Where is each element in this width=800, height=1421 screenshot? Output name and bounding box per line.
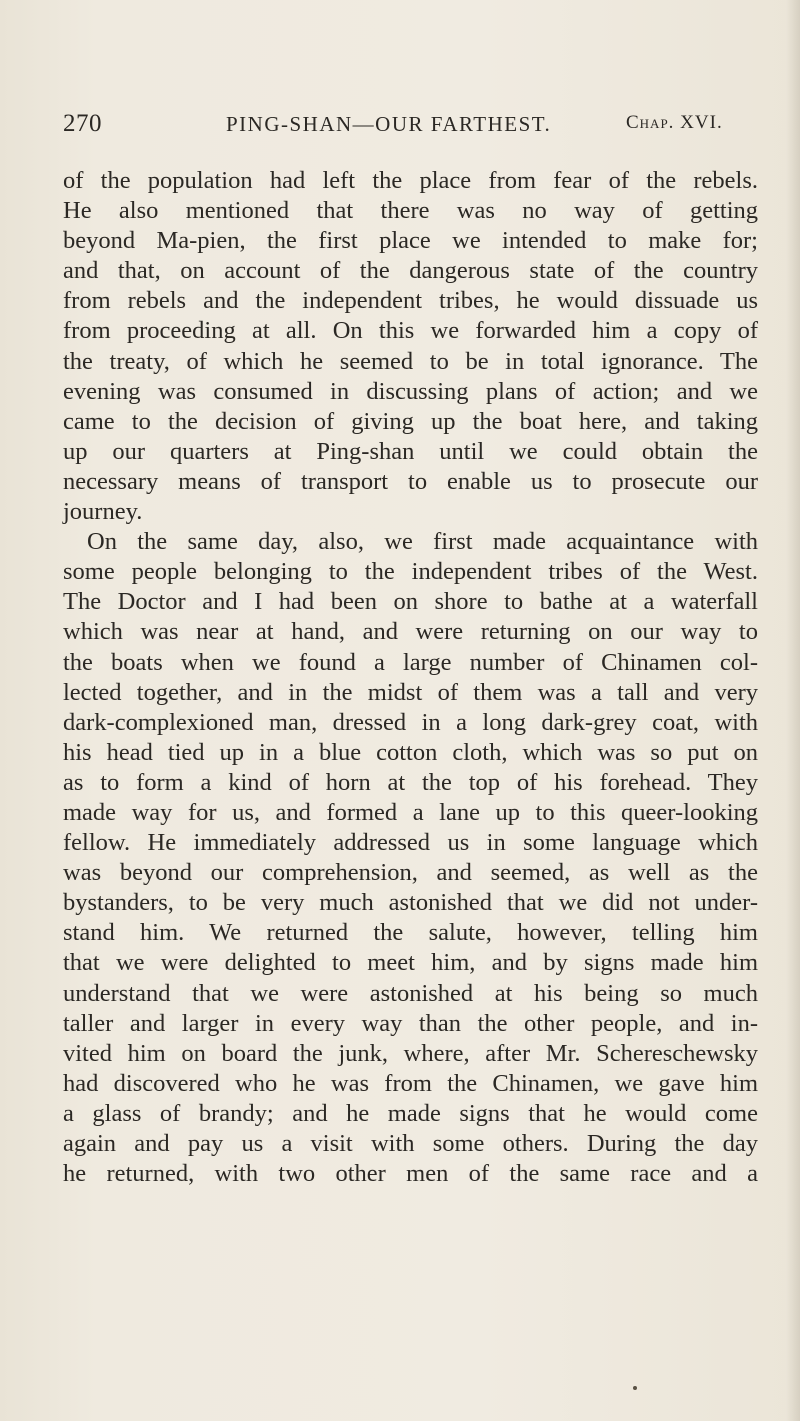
ink-speck xyxy=(633,1386,637,1390)
text-line: journey. xyxy=(63,498,143,526)
text-line: which was near at hand, and were returning on our way to xyxy=(63,618,758,646)
text-line: was beyond our comprehension, and seemed, as well as the xyxy=(63,859,758,887)
text-line: from proceeding at all. On this we forwarded him a copy of xyxy=(63,317,758,345)
text-line: taller and larger in every way than the other people, and in- xyxy=(63,1009,758,1037)
text-line: lected together, and in the midst of them was a tall and very xyxy=(63,678,758,706)
text-line: up our quarters at Ping-shan until we could obtain the xyxy=(63,437,758,465)
page-number: 270 xyxy=(63,110,102,137)
body-text xyxy=(63,166,758,1189)
text-line: fellow. He immediately addressed us in some language which xyxy=(63,829,758,857)
text-line: vited him on board the junk, where, after Mr. Schereschewsky xyxy=(63,1039,758,1067)
text-line: He also mentioned that there was no way of getting xyxy=(63,197,758,225)
running-head: PING-SHAN—OUR FARTHEST. xyxy=(226,112,552,136)
text-line: came to the decision of giving up the boat here, and taking xyxy=(63,407,758,435)
text-line: bystanders, to be very much astonished that we did not under- xyxy=(63,889,758,917)
text-line: had discovered who he was from the Chinamen, we gave him xyxy=(63,1069,758,1097)
text-line: dark-complexioned man, dressed in a long dark-grey coat, with xyxy=(63,708,758,736)
text-line: some people belonging to the independent tribes of the West. xyxy=(63,558,758,586)
page-header xyxy=(63,110,763,146)
text-line: the treaty, of which he seemed to be in total ignorance. The xyxy=(63,347,758,375)
text-line: On the same day, also, we first made acquaintance with xyxy=(87,528,758,556)
chapter-label: Chap. XVI. xyxy=(626,112,723,133)
text-line: he returned, with two other men of the same race and a xyxy=(63,1160,758,1188)
text-line: The Doctor and I had been on shore to bathe at a waterfall xyxy=(63,588,758,616)
page-edge-shadow xyxy=(786,0,800,1421)
text-line: necessary means of transport to enable us to prosecute our xyxy=(63,467,758,495)
text-line: beyond Ma-pien, the first place we intended to make for; xyxy=(63,227,758,255)
text-line: from rebels and the independent tribes, he would dissuade us xyxy=(63,287,758,315)
text-line: his head tied up in a blue cotton cloth, which was so put on xyxy=(63,738,758,766)
text-line: and that, on account of the dangerous state of the country xyxy=(63,257,758,285)
text-line: that we were delighted to meet him, and by signs made him xyxy=(63,949,758,977)
text-line: made way for us, and formed a lane up to this queer-looking xyxy=(63,798,758,826)
text-line: understand that we were astonished at his being so much xyxy=(63,979,758,1007)
text-line: the boats when we found a large number of Chinamen col- xyxy=(63,648,758,676)
text-line: again and pay us a visit with some others. During the day xyxy=(63,1130,758,1157)
text-line: evening was consumed in discussing plans of action; and we xyxy=(63,377,758,405)
text-line: stand him. We returned the salute, however, telling him xyxy=(63,919,758,947)
text-line: as to form a kind of horn at the top of his forehead. They xyxy=(63,768,758,796)
text-line: of the population had left the place from fear of the rebels. xyxy=(63,167,758,194)
text-line: a glass of brandy; and he made signs that he would come xyxy=(63,1099,758,1127)
